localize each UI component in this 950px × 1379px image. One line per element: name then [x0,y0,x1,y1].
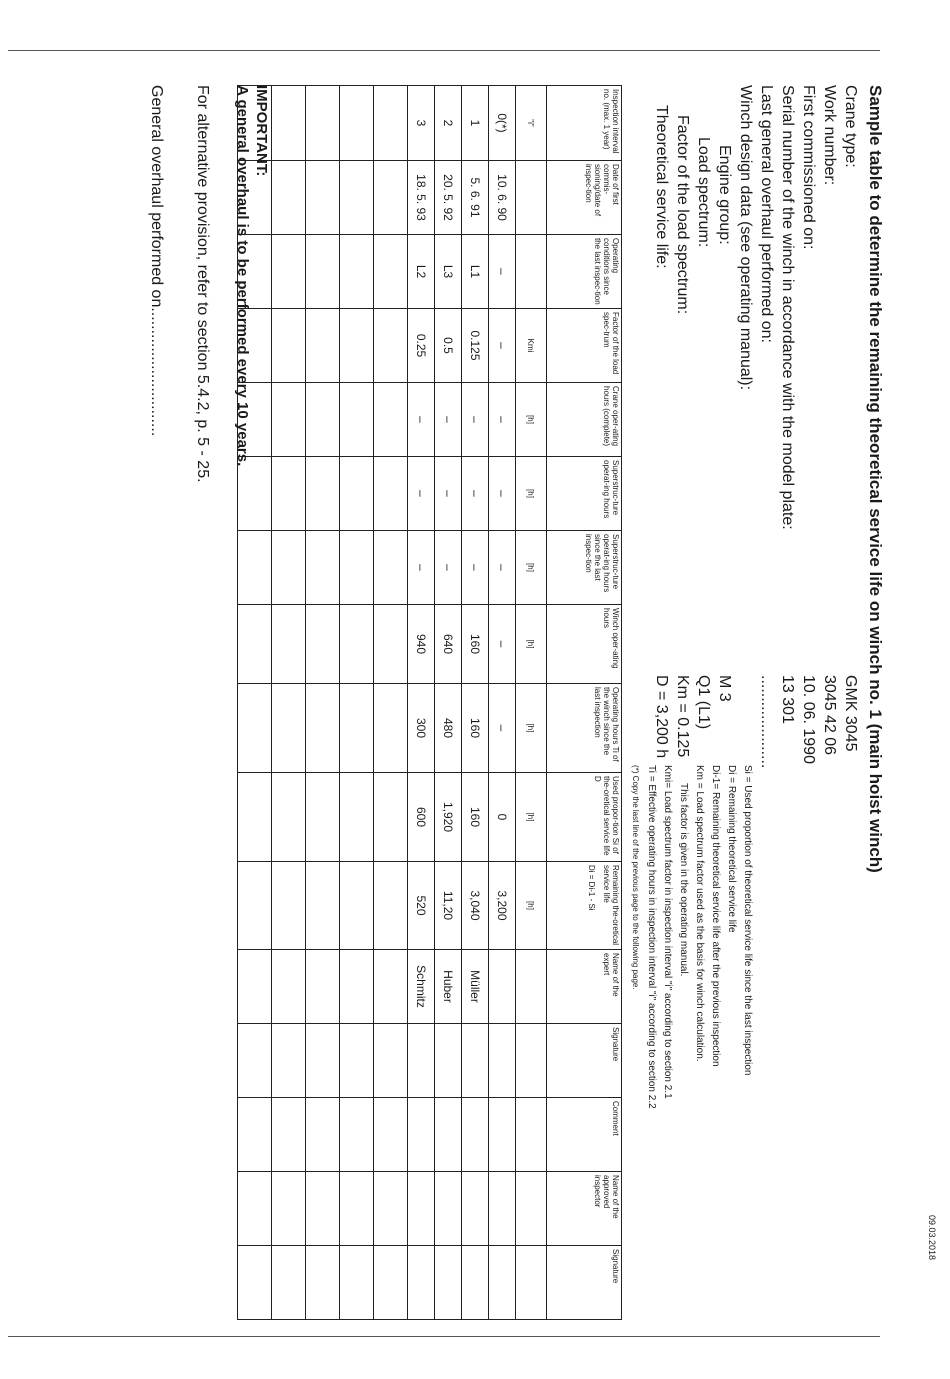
column-header-label: Used propor-tion Si of the-oretical service life D [593,776,620,856]
table-cell: Schmitz [408,950,435,1024]
table-cell [489,950,516,1024]
table-cell: 640 [435,605,462,684]
empty-table-row [340,86,374,1320]
table-cell: 2 [435,86,462,161]
column-header [547,383,622,457]
empty-cell [272,309,306,383]
table-cell: 20. 5. 92 [435,161,462,235]
empty-cell [238,1172,272,1246]
crane-type-label: Crane type: [842,85,859,168]
table-cell: – [489,309,516,383]
column-header-label: Crane oper-ating hours (complete) [602,386,620,447]
alternative-provision: For alternative provision, refer to section 5.4.2, p. 5 - 25. [194,85,211,483]
empty-cell [340,1098,374,1172]
load-factor-value: Km = 0.125 [674,675,691,758]
table-cell: – [435,531,462,605]
column-header-label: Name of the approved inspector [593,1175,620,1219]
empty-cell [306,1246,340,1320]
table-cell [489,1024,516,1098]
empty-cell [306,1024,340,1098]
table-cell: – [462,383,489,457]
empty-cell [374,1098,408,1172]
table-cell: 1,920 [435,773,462,862]
empty-cell [306,161,340,235]
empty-cell [340,457,374,531]
unit-cell: [h] [516,531,547,605]
table-cell [435,1172,462,1246]
empty-cell [340,531,374,605]
table-body [238,86,622,1320]
empty-cell [238,684,272,773]
last-overhaul-value: ..................... [758,675,775,769]
unit-cell [516,1098,547,1172]
table-cell: – [489,457,516,531]
unit-cell: [h] [516,605,547,684]
table-header-row [547,86,622,1320]
last-overhaul-row [756,85,777,985]
empty-cell [306,1172,340,1246]
column-header-label: Remaining the-oretical service life [602,865,620,946]
column-header [547,457,622,531]
empty-cell [306,235,340,309]
table-cell [462,1098,489,1172]
table-cell: L2 [408,235,435,309]
table-cell [489,1246,516,1320]
table-cell: 160 [462,773,489,862]
work-number-label: Work number: [821,85,838,186]
important-note [233,85,271,466]
serial-number-label: Serial number of the winch in accordance with the model plate: [779,85,796,530]
table-cell: – [462,531,489,605]
important-text: A general overhaul is to be performed every 10 years. [234,85,251,467]
last-overhaul-label: Last general overhaul performed on: [758,85,775,343]
empty-cell [306,605,340,684]
load-spectrum-value: Q1 (L1) [695,675,712,730]
empty-cell [306,86,340,161]
empty-cell [340,773,374,862]
empty-cell [374,950,408,1024]
empty-cell [340,1172,374,1246]
table-cell: 160 [462,684,489,773]
unit-cell [516,1024,547,1098]
table-cell [462,1172,489,1246]
unit-cell [516,1172,547,1246]
table-cell: 520 [408,862,435,950]
empty-cell [272,1246,306,1320]
table-cell: L3 [435,235,462,309]
unit-cell: [h] [516,684,547,773]
legend-km-note: This factor is given in the operating manual. [678,783,689,977]
empty-table-row [374,86,408,1320]
crane-type-row [840,85,861,985]
empty-cell [306,531,340,605]
empty-cell [272,531,306,605]
empty-cell [306,457,340,531]
table-row [435,86,462,1320]
empty-cell [272,773,306,862]
empty-cell [340,605,374,684]
column-header [547,235,622,309]
table-cell [408,1024,435,1098]
empty-cell [340,684,374,773]
empty-cell [272,235,306,309]
table-cell: L1 [462,235,489,309]
empty-table-row [272,86,306,1320]
table-cell: – [462,457,489,531]
column-header-label: Operating hours Ti of the winch since the last inspection [593,687,620,762]
empty-cell [374,161,408,235]
empty-cell [272,161,306,235]
table-cell [408,1172,435,1246]
column-header-label: Date of first commis-sioning/date of inspec-tion [584,164,620,217]
unit-cell [516,950,547,1024]
overhaul-performed-line: General overhaul performed on............................. [148,85,165,437]
table-cell: 1 [462,86,489,161]
engine-group-label: Engine group: [716,145,733,245]
unit-cell: [h] [516,383,547,457]
table-cell: 160 [462,605,489,684]
table-row [462,86,489,1320]
legend [627,765,755,1245]
table-cell: – [489,684,516,773]
empty-cell [340,86,374,161]
unit-cell: [h] [516,862,547,950]
column-header-label: Signature [611,1027,620,1062]
rotated-page [25,85,885,1335]
legend-kmi: Kmi= Load spectrum factor in inspection interval "i" according to section 2.1 [662,765,673,1099]
table-cell: 600 [408,773,435,862]
column-header [547,161,622,235]
unit-cell [516,1246,547,1320]
column-header [547,1246,622,1320]
table-cell [462,1024,489,1098]
unit-cell: [h] [516,773,547,862]
work-number-value: 3045 42 06 [821,675,838,756]
table-cell [489,1098,516,1172]
service-life-table [237,85,622,1320]
table-cell: – [408,457,435,531]
empty-cell [238,457,272,531]
unit-cell [516,161,547,235]
table-row [489,86,516,1320]
empty-cell [272,457,306,531]
empty-cell [272,1172,306,1246]
column-header [547,1098,622,1172]
load-spectrum-label: Load spectrum: [695,137,712,248]
bottom-rule [8,1336,880,1337]
column-header [547,773,622,862]
column-header [547,86,622,161]
table-cell: – [408,383,435,457]
table-cell: Müller [462,950,489,1024]
table-cell: 0.5 [435,309,462,383]
table-cell: Huber [435,950,462,1024]
column-header [547,950,622,1024]
table-cell: – [435,457,462,531]
empty-cell [374,1024,408,1098]
empty-cell [272,862,306,950]
table-cell: 3,200 [489,862,516,950]
legend-km: Km = Load spectrum factor used as the basis for winch calculation. [694,765,705,1062]
important-label: IMPORTANT: [253,85,270,177]
table-cell: 0.25 [408,309,435,383]
table-cell [435,1024,462,1098]
empty-cell [306,383,340,457]
design-data-label: Winch design data (see operating manual): [737,85,754,391]
table-cell: – [489,383,516,457]
page-title: Sample table to determine the remaining theoretical service life on winch no. 1 (main hoist winch) [866,85,885,873]
empty-cell [238,1024,272,1098]
column-header-label: Superstruc-ture operat-ing hours since the last inspec-tion [584,534,620,593]
engine-group-value: M 3 [716,675,733,702]
empty-cell [374,86,408,161]
table-cell: 0 [489,773,516,862]
empty-cell [306,684,340,773]
column-header-label: Operating conditions since the last inspec-tion [593,238,620,305]
empty-cell [374,773,408,862]
column-header-label: Factor of the load spec-trum [602,312,620,375]
column-header-label: Name of the expert [602,953,620,997]
work-number-row [819,85,840,985]
column-header-label: Signature [611,1249,620,1284]
empty-cell [306,862,340,950]
empty-cell [374,1246,408,1320]
empty-cell [340,309,374,383]
empty-cell [238,531,272,605]
top-rule [8,50,880,51]
empty-cell [340,1246,374,1320]
footer-date: 09.03.2018 [927,1215,937,1261]
empty-cell [374,1172,408,1246]
table-cell: 10. 6. 90 [489,161,516,235]
table-cell: – [435,383,462,457]
table-cell: 5. 6. 91 [462,161,489,235]
legend-di: Di = Remaining theoretical service life [726,765,737,933]
unit-cell [516,235,547,309]
table-cell: 0(*) [489,86,516,161]
empty-cell [272,383,306,457]
table-cell: 11,20 [435,862,462,950]
empty-cell [306,950,340,1024]
table-cell: – [489,235,516,309]
empty-cell [238,605,272,684]
column-header [547,684,622,773]
table-cell: 480 [435,684,462,773]
table-cell: – [489,605,516,684]
empty-cell [374,309,408,383]
column-header [547,531,622,605]
empty-cell [306,1098,340,1172]
first-commissioned-value: 10. 06. 1990 [800,675,817,764]
service-life-value: D = 3,200 h [653,675,670,759]
column-header-label: Superstruc-ture operat-ing hours [602,460,620,519]
empty-cell [272,684,306,773]
table-cell: 3 [408,86,435,161]
empty-cell [374,862,408,950]
table-row [408,86,435,1320]
empty-cell [374,531,408,605]
table-cell [462,1246,489,1320]
empty-cell [374,383,408,457]
empty-cell [272,950,306,1024]
empty-cell [340,862,374,950]
column-header-label: Winch oper-ating hours [602,608,620,669]
legend-copy-note: (*) Copy the last line of the previous page to the following page. [631,765,640,990]
serial-number-row [777,85,798,985]
remaining-life-formula: Di = Di-1 - Si [587,865,596,911]
column-header-label: Comment [611,1101,620,1136]
empty-cell [340,950,374,1024]
empty-cell [340,161,374,235]
empty-cell [238,950,272,1024]
column-header [547,1024,622,1098]
empty-cell [374,684,408,773]
column-header-label: Inspection interval no. (max. 1 year) [602,89,620,154]
unit-cell: [h] [516,457,547,531]
table-units-row [516,86,547,1320]
table-cell [408,1098,435,1172]
empty-cell [238,862,272,950]
column-header [547,862,622,950]
unit-cell: Kmi [516,309,547,383]
first-commissioned-label: First commissioned on: [800,85,817,250]
empty-cell [374,457,408,531]
legend-si: Si = Used proportion of theoretical service life since the last inspection [742,765,753,1076]
table-cell: – [489,531,516,605]
table-cell: – [408,531,435,605]
empty-cell [340,383,374,457]
legend-ti: Ti = Effective operating hours in inspection interval "i" according to section 2.2 [646,765,657,1109]
serial-number-value: 13 301 [779,675,796,724]
empty-cell [238,1246,272,1320]
empty-table-row [306,86,340,1320]
column-header [547,1172,622,1246]
table-cell [489,1172,516,1246]
empty-cell [238,1098,272,1172]
empty-cell [272,1024,306,1098]
service-life-label: Theoretical service life: [653,105,670,269]
table-cell [435,1098,462,1172]
legend-di-1: Di-1= Remaining theoretical service life after the previous inspection [710,765,721,1067]
empty-cell [306,309,340,383]
empty-cell [340,1024,374,1098]
empty-cell [374,235,408,309]
empty-cell [340,235,374,309]
column-header [547,309,622,383]
table-cell: 3,040 [462,862,489,950]
empty-cell [272,86,306,161]
empty-cell [374,605,408,684]
table-cell: 18. 5. 93 [408,161,435,235]
table-cell: 0.125 [462,309,489,383]
first-commissioned-row [798,85,819,985]
unit-cell: "i" [516,86,547,161]
crane-type-value: GMK 3045 [842,675,859,752]
empty-cell [306,773,340,862]
table-cell [435,1246,462,1320]
empty-cell [272,1098,306,1172]
table-cell: 300 [408,684,435,773]
column-header [547,605,622,684]
table-cell: 940 [408,605,435,684]
table-cell [408,1246,435,1320]
empty-cell [272,605,306,684]
load-factor-label: Factor of the load spectrum: [674,115,691,315]
empty-cell [238,773,272,862]
